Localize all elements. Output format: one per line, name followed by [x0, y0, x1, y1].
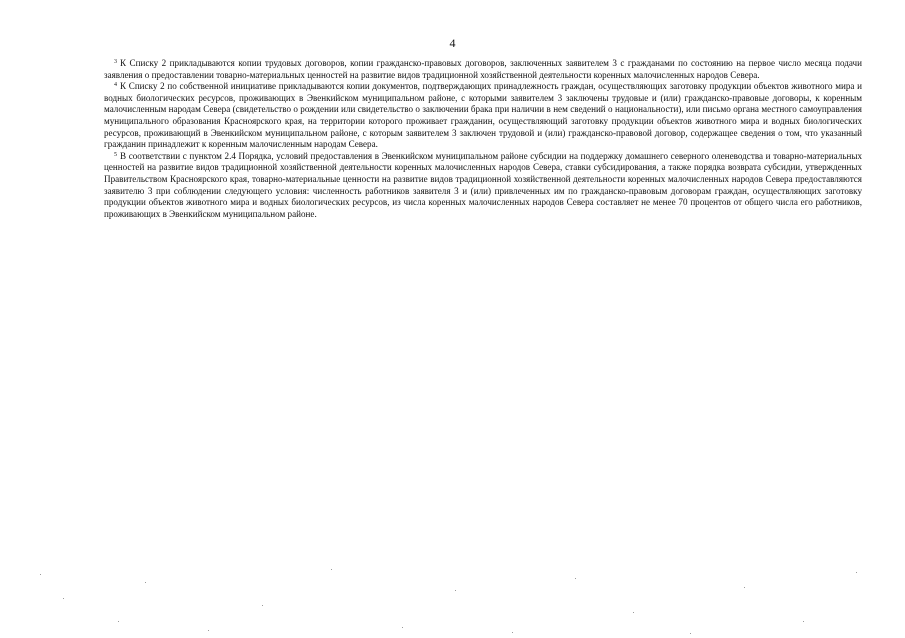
footnote-3 [104, 58, 862, 81]
footnote-mark: 5 [114, 151, 117, 158]
scan-speck [145, 582, 146, 583]
footnote-text: К Списку 2 прикладываются копии трудовых договоров, копии гражданско-правовых договоров, заключенных заявителем 3 с гражданами по состоянию на первое число месяца подачи заявления о предоставлении товарно-материальных ценностей на развитие видов традиционной хозяйственной деятельности коренных малочисленных народов Севера. [104, 58, 862, 80]
scan-specks [0, 560, 905, 638]
footnote-5 [104, 151, 862, 221]
scan-speck [455, 590, 456, 591]
footnote-4 [104, 81, 862, 151]
scan-speck [402, 627, 403, 628]
footnotes-section [104, 58, 862, 220]
footnote-mark: 4 [114, 82, 117, 89]
scan-speck [331, 569, 332, 570]
scan-speck [690, 633, 691, 634]
scan-speck [208, 630, 209, 631]
scan-speck [633, 612, 634, 613]
footnote-text: В соответствии с пунктом 2.4 Порядка, условий предоставления в Эвенкийском муниципальном районе субсидии на поддержку домашнего северного оленеводства и товарно-материальных ценностей на развитие видов традиционной хозяйственной деятельности коренных малочисленных народов Севера, ставки субсидирования, а также порядка возврата субсидии, утвержденных Правительством Красноярского края, товарно-материальные ценности на развитие видов традиционной хозяйственной деятельности коренных малочисленных народов Севера предоставляются заявителю 3 при соблюдении следующего условия: численность работников заявителя 3 и (или) привлеченных им по гражданско-правовым договорам граждан, осуществляющих заготовку продукции объектов животного мира и водных биологических ресурсов, из числа коренных малочисленных народов Севера составляет не менее 70 процентов от общего числа его работников, проживающих в Эвенкийском муниципальном районе. [104, 150, 862, 219]
scan-speck [40, 574, 41, 575]
scan-speck [575, 578, 576, 579]
scan-speck [118, 621, 119, 622]
scan-speck [803, 621, 804, 622]
scan-speck [262, 605, 263, 606]
scan-speck [744, 587, 745, 588]
footnote-text: К Списку 2 по собственной инициативе прикладываются копии документов, подтверждающих принадлежность граждан, осуществляющих заготовку продукции объектов животного мира и водных биологических ресурсов, проживающих в Эвенкийском муниципальном районе, с которыми заявителем 3 заключены трудовые и (или) гражданско-правовые договоры, к коренным малочисленным народам Севера (свидетельство о рождении или свидетельство о заключении брака при наличии в нем сведений о национальности), или письмо органа местного самоуправления муниципального образования Красноярского края, на территории которого проживает гражданин, осуществляющий заготовку продукции объектов животного мира и водных биологических ресурсов, проживающий в Эвенкийском муниципальном районе, с которым заявителем 3 заключен трудовой и (или) гражданско-правовой договор, содержащее сведения о том, что указанный гражданин принадлежит к коренным малочисленным народам Севера. [104, 81, 862, 150]
footnote-mark: 3 [114, 59, 117, 65]
scan-speck [63, 598, 64, 599]
page-number: 4 [449, 36, 456, 50]
scan-speck [512, 632, 513, 633]
scan-speck [856, 572, 857, 573]
